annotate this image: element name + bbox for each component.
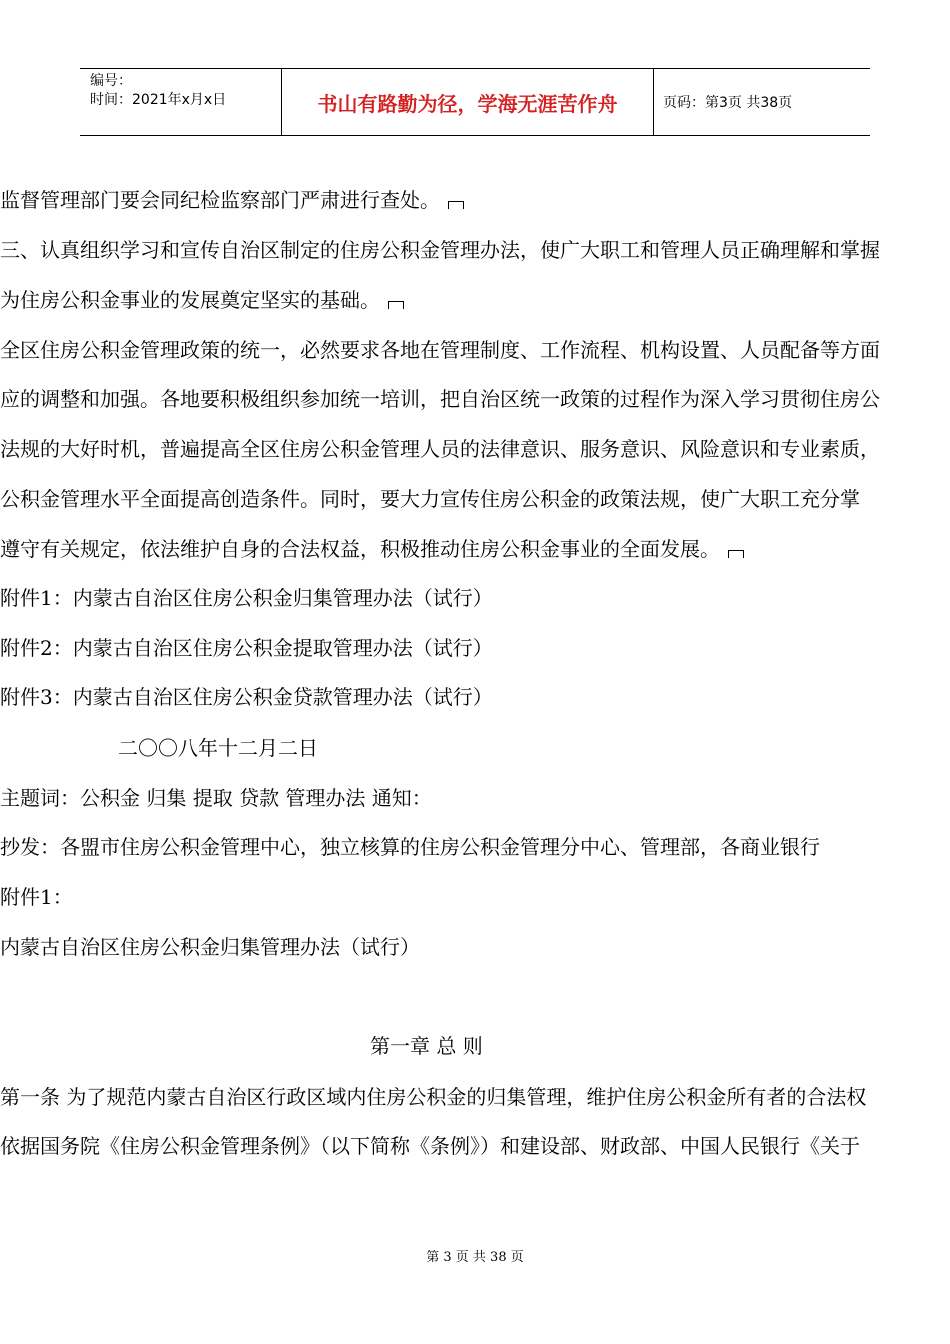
body-line: 全区住房公积金管理政策的统一，必然要求各地在管理制度、工作流程、机构设置、人员配备等方面 [0,338,880,362]
body-line: 应的调整和加强。各地要积极组织参加统一培训，把自治区统一政策的过程作为深入学习贯彻住房公 [0,387,880,411]
cc-line: 抄发：各盟市住房公积金管理中心，独立核算的住房公积金管理分中心、管理部，各商业银行 [0,835,820,859]
page-info: 页码：第3页 共38页 [663,95,793,111]
time-label: 时间：2021年x月x日 [90,92,227,108]
paragraph-mark-icon [388,301,404,309]
body-line: 三、认真组织学习和宣传自治区制定的住房公积金管理办法，使广大职工和管理人员正确理解和掌握 [0,238,880,262]
motto-text: 书山有路勤为径，学海无涯苦作舟 [317,91,618,116]
chapter-heading: 第一章 总 则 [370,1034,483,1058]
attachment-line: 附件3：内蒙古自治区住房公积金贷款管理办法（试行） [0,685,493,709]
body-line: 为住房公积金事业的发展奠定坚实的基础。 [0,288,404,312]
header-page-cell [654,69,870,135]
header-motto-cell [282,69,654,135]
body-line: 公积金管理水平全面提高创造条件。同时，要大力宣传住房公积金的政策法规，使广大职工充分掌 [0,487,860,511]
attachment-line: 附件2：内蒙古自治区住房公积金提取管理办法（试行） [0,636,493,660]
attachment-title-label: 附件1： [0,885,73,909]
body-line: 遵守有关规定，依法维护自身的合法权益，积极推动住房公积金事业的全面发展。 [0,537,744,561]
date-line: 二〇〇八年十二月二日 [118,736,318,760]
attachment-line: 附件1：内蒙古自治区住房公积金归集管理办法（试行） [0,586,493,610]
subject-words-line: 主题词：公积金 归集 提取 贷款 管理办法 通知： [0,786,432,810]
page-footer: 第 3 页 共 38 页 [426,1250,524,1265]
body-line: 法规的大好时机，普遍提高全区住房公积金管理人员的法律意识、服务意识、风险意识和专业素质， [0,437,880,461]
paragraph-mark-icon [448,201,464,209]
number-label: 编号： [90,73,132,89]
article-line: 第一条 为了规范内蒙古自治区行政区域内住房公积金的归集管理，维护住房公积金所有者的合法权 [0,1085,867,1109]
header-meta-cell [80,69,282,135]
paragraph-mark-icon [728,550,744,558]
header-table [80,68,870,136]
body-line: 监督管理部门要会同纪检监察部门严肃进行查处。 [0,188,464,212]
article-line: 依据国务院《住房公积金管理条例》（以下简称《条例》）和建设部、财政部、中国人民银行《关于 [0,1134,860,1158]
attachment-title: 内蒙古自治区住房公积金归集管理办法（试行） [0,935,420,959]
